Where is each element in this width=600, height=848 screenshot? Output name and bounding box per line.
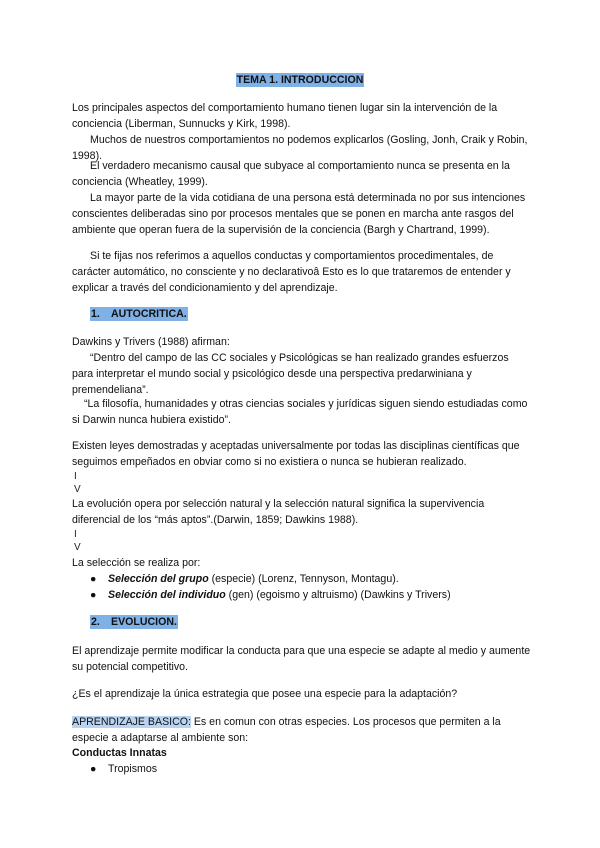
section-2-heading-highlight [90,615,178,629]
down-arrow-1 [74,470,81,496]
conductas-innatas-subheading: Conductas Innatas [72,747,167,759]
intro-paragraph-1: Los principales aspectos del comportamiento humano tienen lugar sin la intervención de la conciencia (Liberman, Sunnucks y Kirk, 1998). [72,102,498,131]
arrow-2-head: V [74,542,81,553]
arrow-1-shaft: I [74,471,77,482]
intro-paragraph-4: La mayor parte de la vida cotidiana de una persona está determinada no por sus intenciones conscientes deliberadas sino por procesos mentales que se ponen en marcha ante rasgos del ambiente que operan fuera de la supervisión de la conciencia (Bargh y Chartrand, 1999). [72,192,526,237]
section-1-title: AUTOCRITICA. [111,308,187,320]
intro-paragraph-5: Si te fijas nos referimos a aquellos conductas y comportamientos procedimentales, de carácter automático, no consciente y no declarativoâ Esto es lo que trataremos de entender y explicar a través del condicionamiento y del aprendizaje. [72,250,511,295]
aprendizaje-basico-paragraph [72,714,532,746]
quote-1: “Dentro del campo de las CC sociales y Psicológicas se han realizado grandes esfuerzos para interpretar el mundo social y psicológico desde una perspectiva predarwiniana y premendeliana”. [72,352,509,397]
bullet-icon: ● [90,589,97,602]
list-item-text: (especie) (Lorenz, Tennyson, Montagu). [208,573,399,585]
innate-behaviours-list [90,761,530,777]
section-1-paragraph-1: Existen leyes demostradas y aceptadas universalmente por todas las disciplinas científicas que seguimos empeñados en obviar como si no existiera o nunca se hubieran realizado. [72,440,520,469]
arrow-1-head: V [74,484,81,495]
page-title-text: TEMA 1. INTRODUCCION [236,74,364,86]
section-2-paragraph-1: El aprendizaje permite modificar la conducta para que una especie se adapte al medio y aumente su potencial competitivo. [72,645,531,674]
list-item [90,571,530,587]
arrow-2-shaft: I [74,529,77,540]
list-item-text: Tropismos [108,763,158,775]
bullet-icon: ● [90,763,97,775]
list-item [90,587,530,603]
down-arrow-2 [74,528,81,554]
section-2-title: EVOLUCION. [111,616,177,628]
list-item-text: (gen) (egoismo y altruismo) (Dawkins y Trivers) [225,589,451,602]
section-1-lead: Dawkins y Trivers (1988) afirman: [72,336,230,348]
section-1-heading [90,306,188,322]
bullet-icon: ● [90,573,97,585]
list-item-bold: Selección del individuo [108,589,226,602]
intro-paragraph-2: Muchos de nuestros comportamientos no podemos explicarlos (Gosling, Jonh, Craik y Robin, 1998). [72,134,528,163]
section-2-question: ¿Es el aprendizaje la única estrategia que posee una especie para la adaptación? [72,688,458,700]
list-item [90,761,530,777]
section-1-paragraph-2: La evolución opera por selección natural y la selección natural significa la supervivencia diferencial de los “más aptos”.(Darwin, 1859; Dawkins 1988). [72,498,485,527]
intro-paragraph-3: El verdadero mecanismo causal que subyace al comportamiento nunca se presenta en la conciencia (Wheatley, 1999). [72,160,510,189]
selection-list [90,571,530,603]
section-1-paragraph-3: La selección se realiza por: [72,557,201,569]
quote-2: “La filosofía, humanidades y otras ciencias sociales y jurídicas siguen siendo estudiadas como si Darwin nunca hubiera existido”. [72,398,528,427]
section-2-heading [90,614,178,630]
section-2-number: 2. [91,616,100,628]
section-1-heading-highlight [90,307,188,321]
aprendizaje-basico-label: APRENDIZAJE BASICO: [72,716,191,728]
page-title [0,72,600,88]
list-item-bold: Selección del grupo [108,573,209,585]
aprendizaje-basico-text: Es en comun con otras especies. Los procesos que permiten a la especie a adaptarse al ambiente son: [72,716,501,745]
section-1-number: 1. [91,308,100,320]
